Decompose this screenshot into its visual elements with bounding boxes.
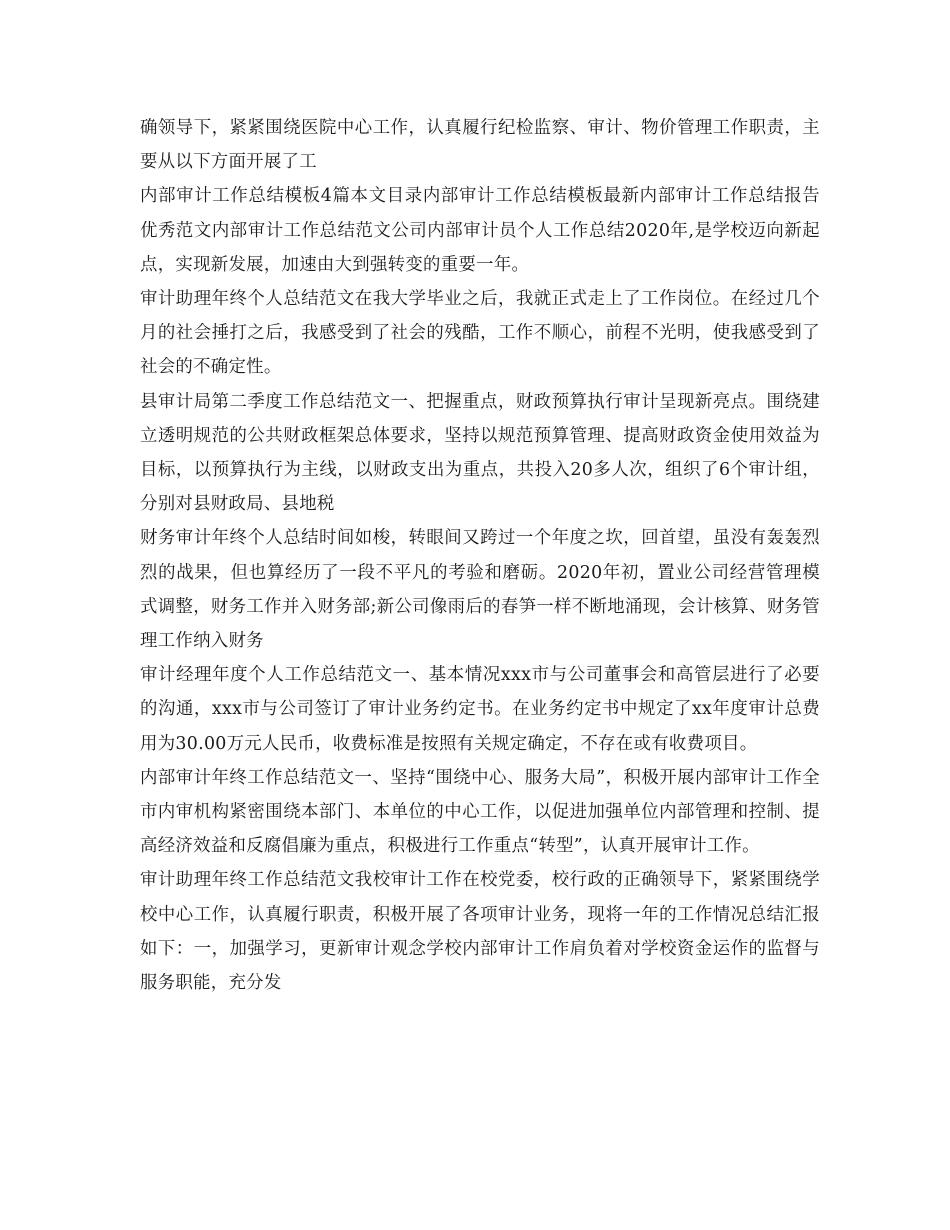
paragraph-5: 财务审计年终个人总结时间如梭，转眼间又跨过一个年度之坎，回首望，虽没有轰轰烈烈的战果，但也算经历了一段不平凡的考验和磨砺。2020年初，置业公司经营管理模式调整，财务工作并入财务部;新公司像雨后的春笋一样不断地涌现，会计核算、财务管理工作纳入财务 <box>140 528 820 652</box>
document-body <box>140 111 820 1000</box>
paragraph-3: 审计助理年终个人总结范文在我大学毕业之后，我就正式走上了工作岗位。在经过几个月的社会捶打之后，我感受到了社会的残酷，工作不顺心，前程不光明，使我感受到了社会的不确定性。 <box>140 289 820 378</box>
paragraph-1: 确领导下，紧紧围绕医院中心工作，认真履行纪检监察、审计、物价管理工作职责，主要从以下方面开展了工 <box>140 118 820 173</box>
paragraph-7: 内部审计年终工作总结范文一、坚持“围绕中心、服务大局”，积极开展内部审计工作全市内审机构紧密围绕本部门、本单位的中心工作，以促进加强单位内部管理和控制、提高经济效益和反腐倡廉为重点，积极进行工作重点“转型”，认真开展审计工作。 <box>140 767 820 857</box>
paragraph-2: 内部审计工作总结模板4篇本文目录内部审计工作总结模板最新内部审计工作总结报告优秀范文内部审计工作总结范文公司内部审计员个人工作总结2020年,是学校迈向新起点，实现新发展，加速由大到强转变的重要一年。 <box>140 186 820 275</box>
paragraph-6: 审计经理年度个人工作总结范文一、基本情况xxx市与公司董事会和高管层进行了必要的沟通，xxx市与公司签订了审计业务约定书。在业务约定书中规定了xx年度审计总费用为30.00万元人民币，收费标准是按照有关规定确定，不存在或有收费项目。 <box>140 665 820 754</box>
paragraph-4: 县审计局第二季度工作总结范文一、把握重点，财政预算执行审计呈现新亮点。围绕建立透明规范的公共财政框架总体要求，坚持以规范预算管理、提高财政资金使用效益为目标，以预算执行为主线，以财政支出为重点，共投入20多人次，组织了6个审计组，分别对县财政局、县地税 <box>140 391 820 515</box>
paragraph-8: 审计助理年终工作总结范文我校审计工作在校党委，校行政的正确领导下，紧紧围绕学校中心工作，认真履行职责，积极开展了各项审计业务，现将一年的工作情况总结汇报如下：一，加强学习，更新审计观念学校内部审计工作肩负着对学校资金运作的监督与服务职能，充分发 <box>140 870 820 994</box>
